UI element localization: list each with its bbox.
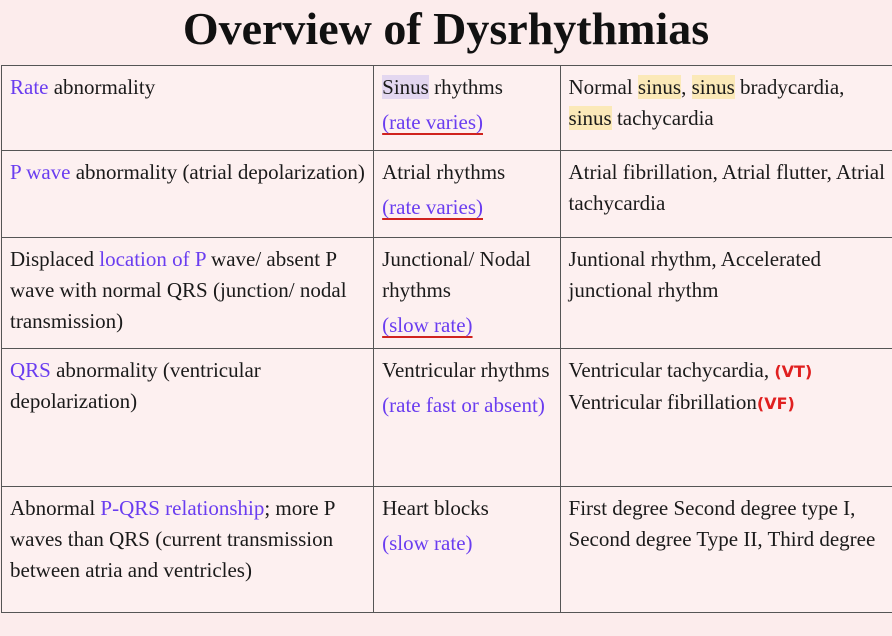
examples-cell: Juntional rhythm, Accelerated junctional rhythm xyxy=(560,238,892,349)
rhythm-cell: Ventricular rhythms (rate fast or absent) xyxy=(374,349,560,487)
rhythm-cell: Heart blocks (slow rate) xyxy=(374,487,560,613)
keyword: Rate xyxy=(10,75,49,99)
rate-note: (slow rate) xyxy=(382,531,473,555)
abnormality-cell: Rate abnormality xyxy=(2,66,374,151)
abnormality-cell: P wave abnormality (atrial depolarization) xyxy=(2,151,374,238)
table-row xyxy=(2,151,892,238)
handwritten-note: (VT) xyxy=(774,362,813,381)
rhythm-cell: Atrial rhythms (rate varies) xyxy=(374,151,560,238)
rate-note: (rate fast or absent) xyxy=(382,393,545,417)
highlight: Sinus xyxy=(382,75,429,99)
table-row xyxy=(2,487,892,613)
examples-cell: Atrial fibrillation, Atrial flutter, Atrial tachycardia xyxy=(560,151,892,238)
rhythm-cell: Sinus rhythms (rate varies) xyxy=(374,66,560,151)
table-row xyxy=(2,238,892,349)
abnormality-cell: Abnormal P-QRS relationship; more P waves than QRS (current transmission between atria and ventricles) xyxy=(2,487,374,613)
rate-note: (slow rate) xyxy=(382,313,473,337)
examples-cell: Normal sinus, sinus bradycardia, sinus tachycardia xyxy=(560,66,892,151)
page-title: Overview of Dysrhythmias xyxy=(182,3,710,54)
rate-note: (rate varies) xyxy=(382,195,483,219)
abnormality-cell: QRS abnormality (ventricular depolarization) xyxy=(2,349,374,487)
abnormality-cell: Displaced location of P wave/ absent P wave with normal QRS (junction/ nodal transmission) xyxy=(2,238,374,349)
rate-note: (rate varies) xyxy=(382,110,483,134)
table-row xyxy=(2,66,892,151)
examples-cell: First degree Second degree type I, Second degree Type II, Third degree xyxy=(560,487,892,613)
examples-cell: Ventricular tachycardia, (VT) Ventricular fibrillation(VF) xyxy=(560,349,892,487)
table-row xyxy=(2,349,892,487)
handwritten-note: (VF) xyxy=(756,394,795,413)
rhythm-cell: Junctional/ Nodal rhythms (slow rate) xyxy=(374,238,560,349)
dysrhythmia-table xyxy=(1,65,892,613)
